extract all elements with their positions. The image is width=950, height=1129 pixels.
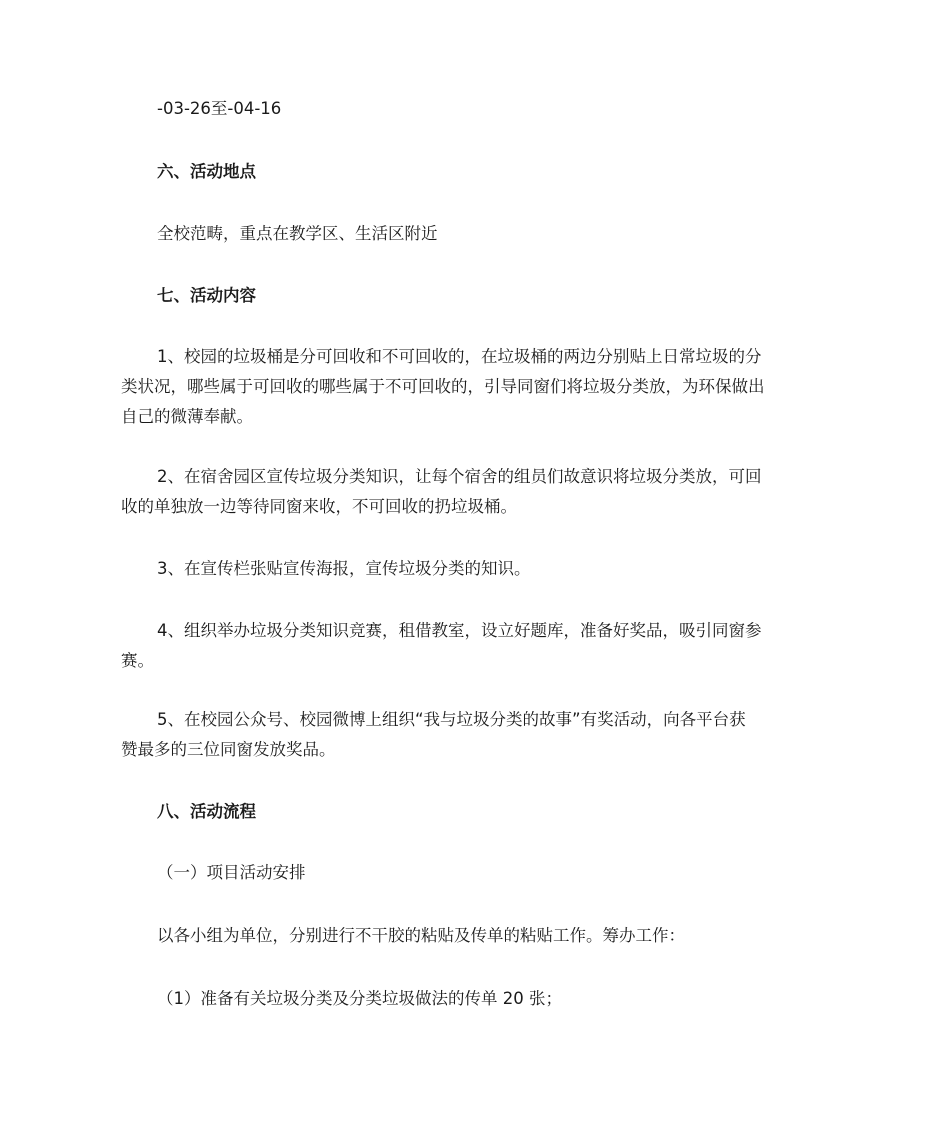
- content-item-5-line-2: 赞最多的三位同窗发放奖品。: [121, 740, 336, 759]
- content-item-2: [121, 462, 831, 522]
- content-item-3: [121, 554, 831, 584]
- content-item-4-line-1: 4、组织举办垃圾分类知识竞赛，租借教室，设立好题库，准备好奖品，吸引同窗参: [157, 621, 762, 640]
- content-item-2-line-2: 收的单独放一边等待同窗来收，不可回收的扔垃圾桶。: [121, 497, 517, 516]
- section-7-heading: 七、活动内容: [157, 286, 256, 305]
- content-item-4-line-2: 赛。: [121, 651, 154, 670]
- content-item-5: [121, 705, 831, 765]
- content-item-1: [121, 342, 831, 432]
- section-8-heading: 八、活动流程: [157, 802, 256, 821]
- content-item-1-line-1: 1、校园的垃圾桶是分可回收和不可回收的，在垃圾桶的两边分别贴上日常垃圾的分: [157, 347, 762, 366]
- content-item-1-line-3: 自己的微薄奉献。: [121, 407, 253, 426]
- content-item-1-line-2: 类状况，哪些属于可回收的哪些属于不可回收的，引导同窗们将垃圾分类放，为环保做出: [121, 377, 765, 396]
- content-item-3-line-1: 3、在宣传栏张贴宣传海报，宣传垃圾分类的知识。: [157, 559, 531, 578]
- content-item-5-line-1: 5、在校园公众号、校园微博上组织“我与垃圾分类的故事”有奖活动，向各平台获: [157, 710, 746, 729]
- section-8-item-1: （1）准备有关垃圾分类及分类垃圾做法的传单 20 张；: [157, 989, 562, 1008]
- section-6-text: 全校范畴，重点在教学区、生活区附近: [157, 224, 438, 243]
- content-item-4: [121, 616, 831, 676]
- section-8-text: 以各小组为单位，分别进行不干胶的粘贴及传单的粘贴工作。筹办工作：: [157, 926, 685, 945]
- section-8-subheading: （一）项目活动安排: [157, 863, 306, 882]
- date-range: -03-26至-04-16: [157, 99, 282, 118]
- content-item-2-line-1: 2、在宿舍园区宣传垃圾分类知识，让每个宿舍的组员们故意识将垃圾分类放，可回: [157, 467, 762, 486]
- section-6-heading: 六、活动地点: [157, 162, 256, 181]
